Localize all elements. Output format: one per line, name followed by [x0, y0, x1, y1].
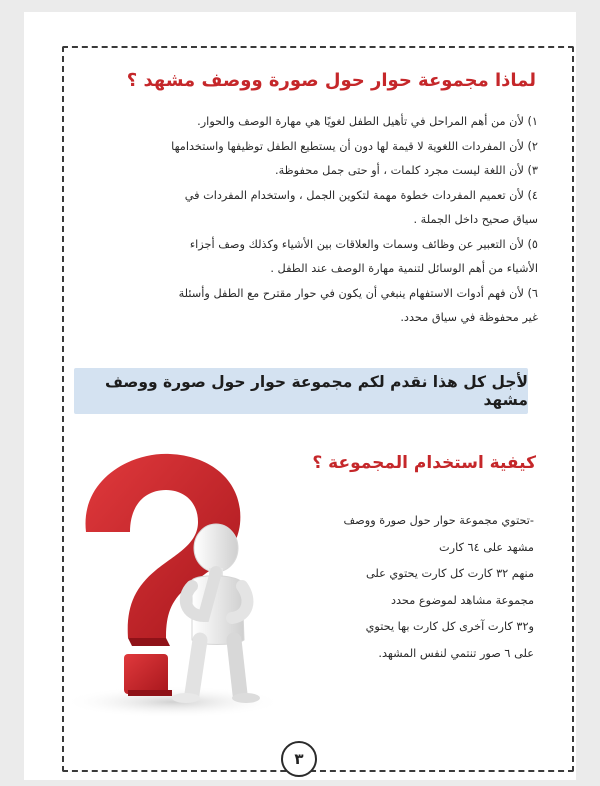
- list-item: على ٦ صور تنتمي لنفس المشهد.: [378, 646, 534, 660]
- section-title-why: لماذا مجموعة حوار حول صورة ووصف مشهد ؟: [126, 70, 536, 91]
- page-number: ٣: [281, 741, 317, 777]
- reasons-list: [64, 110, 538, 331]
- list-item: ٥) لأن التعبير عن وظائف وسمات والعلاقات بين الأشياء وكذلك وصف أجزاء: [189, 237, 538, 251]
- list-item: غير محفوظة في سياق محدد.: [400, 311, 538, 324]
- list-item: ٣) لأن اللغة ليست مجرد كلمات ، أو حتى جمل محفوظة.: [275, 164, 538, 177]
- list-item: ٤) لأن تعميم المفردات خطوة مهمة لتكوين الجمل ، واستخدام المفردات في: [184, 188, 538, 202]
- question-mark-figure-illustration: [58, 440, 288, 740]
- list-item: ٢) لأن المفردات اللغوية لا قيمة لها دون أن يستطيع الطفل توظيفها واستخدامها: [171, 139, 538, 153]
- highlight-banner: لأجل كل هذا نقدم لكم مجموعة حوار حول صورة ووصف مشهد: [74, 368, 528, 414]
- list-item: الأشياء من أهم الوسائل لتنمية مهارة الوصف عند الطفل .: [270, 262, 538, 275]
- list-item: مجموعة مشاهد لموضوع محدد: [390, 593, 534, 607]
- list-item: سياق صحيح داخل الجملة .: [413, 213, 538, 226]
- list-item: مشهد على ٦٤ كارت: [438, 540, 534, 554]
- list-item: -تحتوي مجموعة حوار حول صورة ووصف: [343, 514, 534, 527]
- list-item: و٣٢ كارت آخرى كل كارت بها يحتوي: [365, 620, 534, 633]
- list-item: ١) لأن من أهم المراحل في تأهيل الطفل لغويًا هي مهارة الوصف والحوار.: [197, 115, 538, 128]
- section-title-how: كيفية استخدام المجموعة ؟: [312, 453, 536, 473]
- list-item: ٦) لأن فهم أدوات الاستفهام ينبغي أن يكون في حوار مقترح مع الطفل وأسئلة: [178, 286, 538, 300]
- list-item: منهم ٣٢ كارت كل كارت يحتوي على: [365, 567, 534, 580]
- usage-list: [258, 508, 534, 667]
